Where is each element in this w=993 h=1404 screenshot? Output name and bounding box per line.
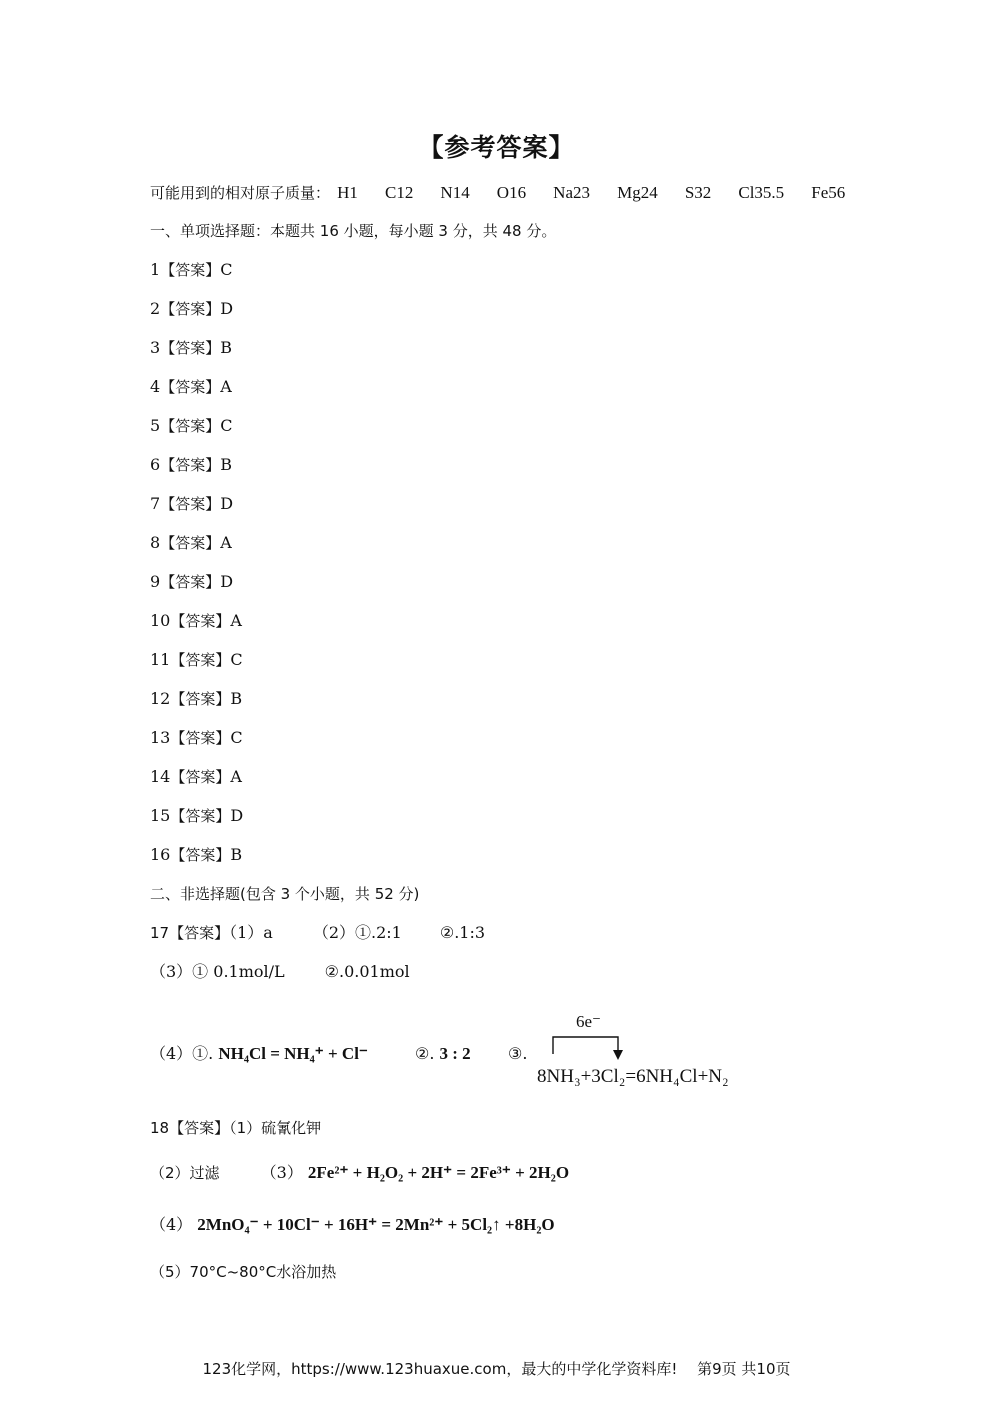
answer-letter: B [230,845,243,864]
answer-row [150,844,242,866]
answer-tag: 【答案】 [160,378,221,396]
answer-row [150,532,232,554]
q17-line1 [150,922,485,944]
q18-part3-label: （3） [260,1163,303,1182]
q17-ratio-label: ②. [414,1044,435,1063]
answer-row [150,649,243,671]
question-number: 2 [150,299,161,318]
permanganate-chloride-equation: 2MnO₄⁻ + 10Cl⁻ + 16H⁺ = 2Mn²⁺ + 5Cl₂↑ +8H₂O [197,1215,555,1234]
answer-row [150,493,233,515]
answer-row [150,571,233,593]
question-number: 8 [150,533,161,552]
question-number: 6 [150,455,161,474]
answer-tag: 【答案】 [160,456,221,474]
question-number: 12 [150,689,171,708]
answer-letter: C [230,728,243,747]
answer-tag: 【答案】 [170,612,231,630]
question-number: 7 [150,494,161,513]
answer-tag: 【答案】 [170,729,231,747]
answer-tag: 【答案】 [160,339,221,357]
question-number: 5 [150,416,161,435]
answer-tag: 【答案】 [170,807,231,825]
answer-tag: 【答案】 [170,768,231,786]
answer-letter: A [230,611,242,630]
atomic-mass-line [150,182,867,204]
q18-part4-label: （4） [150,1215,193,1234]
q17-part3a: （3）① 0.1mol/L [150,962,285,981]
answer-tag: 【答案】 [160,573,221,591]
atomic-mass-item: S32 [684,183,712,202]
answer-letter: D [220,572,234,591]
question-number: 9 [150,572,161,591]
q17-line3 [150,961,410,983]
q17-part2b: ②.1:3 [439,923,486,942]
answer-row [150,298,233,320]
answer-letter: A [220,377,232,396]
answer-row [150,766,242,788]
answer-letter: D [230,806,244,825]
answer-letter: B [220,455,232,474]
question-number: 4 [150,377,161,396]
answer-tag: 【答案】 [160,417,221,435]
atomic-mass-item: Cl35.5 [738,183,785,202]
answer-tag: 【答案】 [160,300,221,318]
answer-row [150,727,243,749]
question-number: 11 [150,650,171,669]
q18-line2 [150,1162,569,1184]
answer-letter: D [220,299,234,318]
atomic-mass-item: Na23 [553,183,590,202]
answer-row [150,688,242,710]
ammonium-chloride-ionization-equation: NH₄Cl = NH₄⁺ + Cl⁻ [218,1044,368,1063]
q17-part3b: ②.0.01mol [324,962,410,981]
page-title: 【参考答案】 [418,133,575,162]
q17-part4-label: （4）①. [150,1044,214,1063]
answer-row [150,259,232,281]
question-number: 14 [150,767,171,786]
question-number: 13 [150,728,171,747]
question-number: 1 [150,260,161,279]
q18-part5: （5）70°C~80°C水浴加热 [150,1263,337,1281]
q18-line1 [150,1117,321,1139]
q17-part1: （1）a [229,923,273,942]
answer-tag: 【答案】 [160,534,221,552]
answer-letter: C [230,650,243,669]
answer-tag: 【答案】 [160,495,221,513]
answer-letter: C [220,416,233,435]
question-number: 15 [150,806,171,825]
answer-letter: D [220,494,234,513]
q18-line4 [150,1214,555,1236]
answer-tag: 【答案】 [160,261,221,279]
q17-part2a: （2）①.2:1 [312,923,402,942]
atomic-mass-item: Fe56 [811,183,846,202]
question-number: 10 [150,611,171,630]
answer-letter: A [220,533,232,552]
answer-row [150,805,243,827]
answer-letter: C [220,260,233,279]
q18-head: 18【答案】 [150,1119,230,1137]
iron-oxidation-equation: 2Fe²⁺ + H₂O₂ + 2H⁺ = 2Fe³⁺ + 2H₂O [307,1163,570,1182]
atomic-mass-item: C12 [384,183,414,202]
answer-letter: B [220,338,232,357]
answer-row [150,376,232,398]
section-2-heading: 二、非选择题(包含 3 个小题，共 52 分) [150,885,420,903]
q17-ratio: 3 : 2 [439,1044,471,1063]
answer-row [150,610,242,632]
atomic-mass-item: N14 [440,183,470,202]
page-footer: 123化学网，https://www.123huaxue.com，最大的中学化学资料库! 第9页 共10页 [202,1360,791,1378]
section-1-heading: 一、单项选择题：本题共 16 小题，每小题 3 分，共 48 分。 [150,222,557,240]
answer-row [150,454,232,476]
answer-tag: 【答案】 [170,846,231,864]
question-number: 16 [150,845,171,864]
answer-row [150,337,232,359]
q17-line4 [150,1043,471,1065]
q18-part1: （1）硫氰化钾 [229,1119,322,1137]
atomic-mass-label: 可能用到的相对原子质量： [150,184,331,202]
answer-tag: 【答案】 [170,651,231,669]
ammonia-chlorine-reaction: 8NH₃+3Cl₂=6NH₄Cl+N₂ [537,1066,729,1087]
answer-row [150,415,232,437]
atomic-mass-item: H1 [337,183,358,202]
q17-part4c-label: ③. [508,1044,528,1063]
electron-count-label: 6e⁻ [576,1012,602,1031]
atomic-mass-item: O16 [496,183,527,202]
answer-letter: B [230,689,243,708]
answer-tag: 【答案】 [170,690,231,708]
atomic-mass-item: Mg24 [617,183,658,202]
question-number: 3 [150,338,161,357]
q17-head: 17【答案】 [150,924,230,942]
answer-letter: A [230,767,242,786]
q18-part2: （2）过滤 [150,1164,220,1182]
